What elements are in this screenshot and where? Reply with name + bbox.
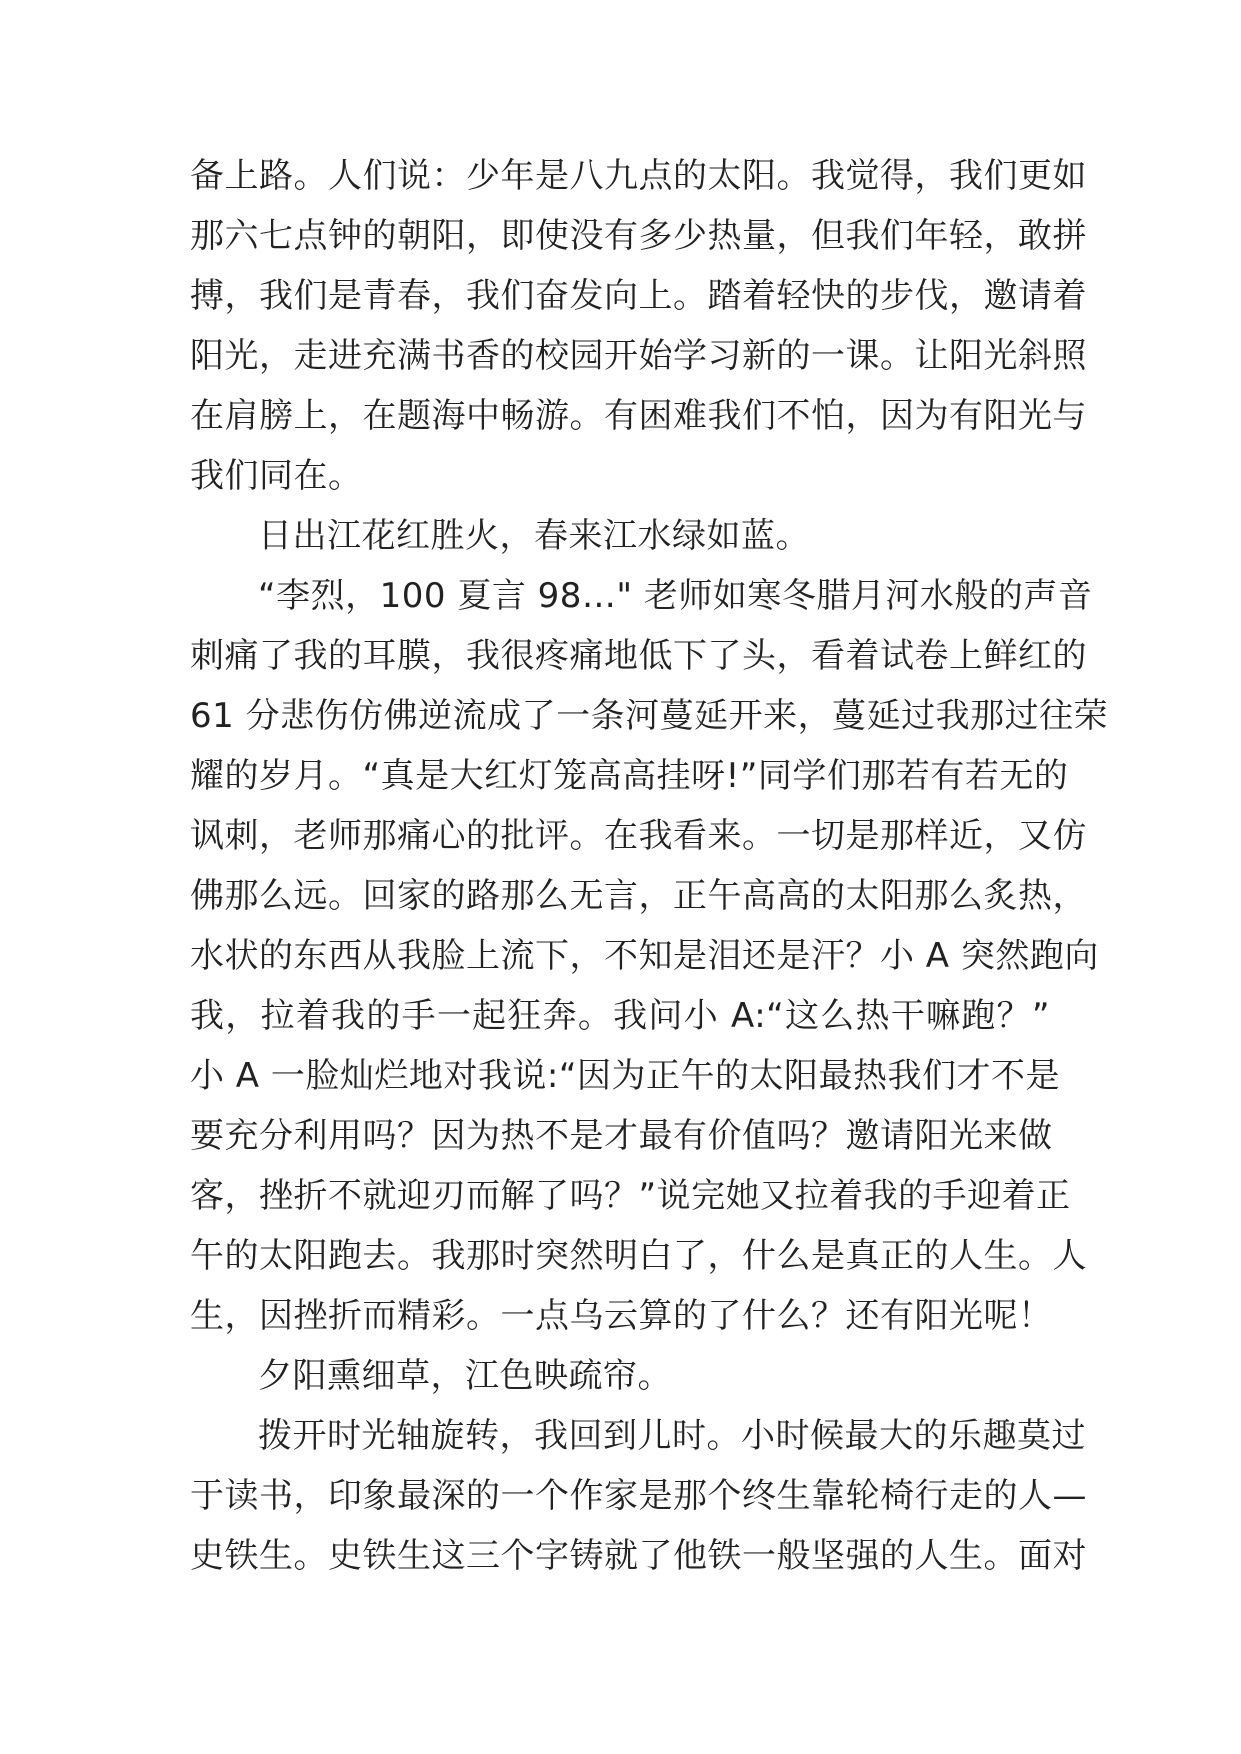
text-line: 史铁生。史铁生这三个字铸就了他铁一般坚强的人生。面对 [190,1536,1087,1576]
text-line: 阳光，走进充满书香的校园开始学习新的一课。让阳光斜照 [190,336,1087,376]
text-line: 拨开时光轴旋转，我回到儿时。小时候最大的乐趣莫过 [258,1416,1086,1456]
text-line: 午的太阳跑去。我那时突然明白了，什么是真正的人生。人 [190,1236,1087,1276]
text-line: 客，挫折不就迎刃而解了吗？”说完她又拉着我的手迎着正 [190,1176,1071,1216]
text-line: 那六七点钟的朝阳，即使没有多少热量，但我们年轻，敢拼 [190,216,1087,256]
text-line: 刺痛了我的耳膜，我很疼痛地低下了头，看着试卷上鲜红的 [190,636,1087,676]
text-line: 日出江花红胜火，春来江水绿如蓝。 [258,516,810,556]
text-line: 小 A 一脸灿烂地对我说:“因为正午的太阳最热我们才不是 [190,1056,1060,1096]
text-line: 生，因挫折而精彩。一点乌云算的了什么？还有阳光呢！ [190,1296,1053,1336]
text-line: 搏，我们是青春，我们奋发向上。踏着轻快的步伐，邀请着 [190,276,1087,316]
text-line: 我，拉着我的手一起狂奔。我问小 A:“这么热干嘛跑？” [190,996,1050,1036]
text-line: 于读书，印象最深的一个作家是那个终生靠轮椅行走的人— [190,1476,1087,1516]
text-line: 夕阳熏细草，江色映疏帘。 [258,1356,672,1396]
text-line: 佛那么远。回家的路那么无言，正午高高的太阳那么炙热， [190,876,1087,916]
text-line: 备上路。人们说：少年是八九点的太阳。我觉得，我们更如 [190,156,1087,196]
body-text [190,146,1109,1586]
text-line: 我们同在。 [190,456,363,496]
text-line: “李烈，100 夏言 98…" 老师如寒冬腊月河水般的声音 [258,576,1093,616]
text-line: 在肩膀上，在题海中畅游。有困难我们不怕，因为有阳光与 [190,396,1087,436]
text-line: 讽刺，老师那痛心的批评。在我看来。一切是那样近，又仿 [190,816,1087,856]
text-line: 水状的东西从我脸上流下，不知是泪还是汗？小 A 突然跑向 [190,936,1099,976]
text-line: 耀的岁月。“真是大红灯笼高高挂呀!”同学们那若有若无的 [190,756,1069,796]
text-line: 61 分悲伤仿佛逆流成了一条河蔓延开来，蔓延过我那过往荣 [190,696,1109,736]
text-line: 要充分利用吗？因为热不是才最有价值吗？邀请阳光来做 [190,1116,1053,1156]
